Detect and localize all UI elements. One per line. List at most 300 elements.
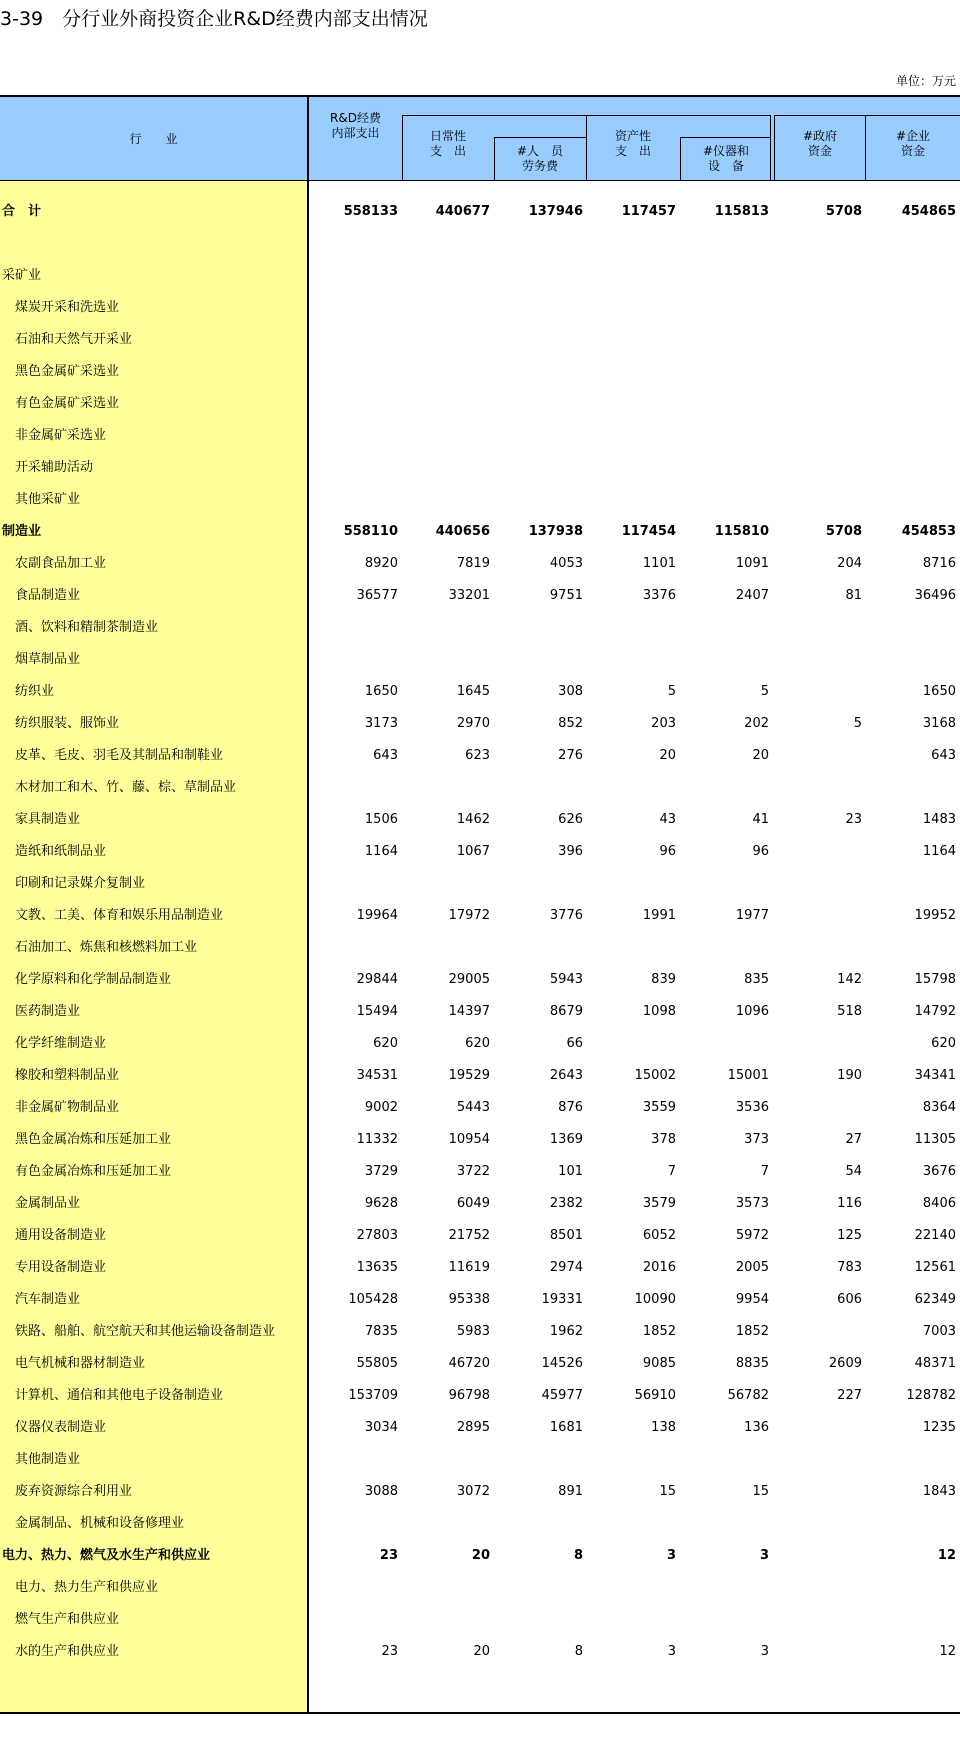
cell-labor: 891 bbox=[558, 1484, 583, 1499]
cell-asset bbox=[596, 452, 676, 484]
table-row bbox=[0, 452, 960, 484]
cell-equipment: 3 bbox=[760, 1644, 769, 1659]
cell-equipment bbox=[689, 1604, 769, 1636]
row-label: 仪器仪表制造业 bbox=[15, 1420, 107, 1435]
cell-gov bbox=[782, 1508, 862, 1540]
cell-enterprise bbox=[876, 260, 956, 292]
cell-rd-total bbox=[318, 868, 398, 900]
cell-enterprise: 3168 bbox=[922, 716, 956, 731]
cell-enterprise: 48371 bbox=[914, 1356, 956, 1371]
cell-gov bbox=[782, 260, 862, 292]
cell-daily: 2970 bbox=[456, 716, 490, 731]
cell-labor: 276 bbox=[558, 748, 583, 763]
row-label: 废弃资源综合利用业 bbox=[15, 1484, 133, 1499]
header-daily: 日常性 支 出 bbox=[429, 129, 466, 158]
cell-equipment bbox=[689, 388, 769, 420]
table-row bbox=[0, 1348, 960, 1380]
cell-labor bbox=[503, 484, 583, 516]
cell-rd-total bbox=[318, 1444, 398, 1476]
header-rule bbox=[680, 137, 770, 138]
cell-rd-total: 558110 bbox=[343, 524, 398, 539]
cell-rd-total: 8920 bbox=[364, 556, 398, 571]
cell-equipment bbox=[689, 612, 769, 644]
table-row bbox=[0, 388, 960, 420]
cell-daily: 46720 bbox=[448, 1356, 490, 1371]
cell-enterprise: 22140 bbox=[914, 1228, 956, 1243]
table-row bbox=[0, 644, 960, 676]
row-label: 皮革、毛皮、羽毛及其制品和制鞋业 bbox=[15, 748, 224, 763]
cell-enterprise: 454853 bbox=[901, 524, 956, 539]
cell-asset: 839 bbox=[651, 972, 676, 987]
table-header bbox=[0, 97, 960, 181]
cell-asset bbox=[596, 388, 676, 420]
cell-gov bbox=[782, 644, 862, 676]
cell-enterprise: 12 bbox=[937, 1548, 956, 1563]
cell-equipment: 2407 bbox=[735, 588, 769, 603]
cell-daily bbox=[410, 324, 490, 356]
cell-rd-total bbox=[318, 324, 398, 356]
cell-enterprise bbox=[876, 356, 956, 388]
cell-gov bbox=[782, 1028, 862, 1060]
cell-daily: 1067 bbox=[456, 844, 490, 859]
cell-labor: 8679 bbox=[549, 1004, 583, 1019]
cell-labor: 5943 bbox=[549, 972, 583, 987]
cell-equipment: 136 bbox=[744, 1420, 769, 1435]
cell-gov bbox=[782, 836, 862, 868]
cell-enterprise: 1843 bbox=[922, 1484, 956, 1499]
cell-daily bbox=[410, 612, 490, 644]
cell-daily bbox=[410, 452, 490, 484]
cell-asset: 1101 bbox=[642, 556, 676, 571]
cell-enterprise: 8364 bbox=[922, 1100, 956, 1115]
cell-labor bbox=[503, 1572, 583, 1604]
table-row bbox=[0, 1284, 960, 1316]
table-row bbox=[0, 420, 960, 452]
cell-rd-total bbox=[318, 644, 398, 676]
cell-enterprise: 1650 bbox=[922, 684, 956, 699]
cell-gov bbox=[782, 676, 862, 708]
row-label: 合 计 bbox=[2, 204, 42, 219]
table-bottom-rule bbox=[0, 1712, 960, 1714]
cell-asset: 3559 bbox=[642, 1100, 676, 1115]
row-label: 制造业 bbox=[2, 524, 42, 539]
table-row bbox=[0, 1572, 960, 1604]
cell-daily bbox=[410, 388, 490, 420]
cell-labor bbox=[503, 1508, 583, 1540]
cell-gov: 518 bbox=[837, 1004, 862, 1019]
cell-enterprise: 620 bbox=[931, 1036, 956, 1051]
cell-gov: 606 bbox=[837, 1292, 862, 1307]
cell-enterprise: 12 bbox=[939, 1644, 956, 1659]
row-label: 印刷和记录媒介复制业 bbox=[15, 876, 146, 891]
cell-rd-total bbox=[318, 1604, 398, 1636]
cell-gov: 190 bbox=[837, 1068, 862, 1083]
cell-gov bbox=[782, 1444, 862, 1476]
cell-rd-total: 29844 bbox=[356, 972, 398, 987]
header-enterprise: #企业 资金 bbox=[895, 129, 931, 158]
table-row bbox=[0, 1316, 960, 1348]
cell-labor: 137946 bbox=[528, 204, 583, 219]
row-label: 文教、工美、体育和娱乐用品制造业 bbox=[15, 908, 224, 923]
cell-rd-total: 1650 bbox=[364, 684, 398, 699]
table-row bbox=[0, 356, 960, 388]
cell-asset bbox=[596, 1572, 676, 1604]
table-row bbox=[0, 900, 960, 932]
cell-equipment: 5972 bbox=[735, 1228, 769, 1243]
table-row bbox=[0, 1220, 960, 1252]
cell-enterprise: 454865 bbox=[901, 204, 956, 219]
cell-rd-total bbox=[318, 1508, 398, 1540]
cell-labor: 8 bbox=[573, 1548, 583, 1563]
row-label: 汽车制造业 bbox=[15, 1292, 81, 1307]
cell-enterprise bbox=[876, 644, 956, 676]
header-rule bbox=[770, 115, 771, 181]
cell-daily: 3072 bbox=[456, 1484, 490, 1499]
cell-equipment: 1852 bbox=[735, 1324, 769, 1339]
table-row bbox=[0, 772, 960, 804]
cell-rd-total: 3088 bbox=[364, 1484, 398, 1499]
cell-labor: 8501 bbox=[549, 1228, 583, 1243]
table-row bbox=[0, 292, 960, 324]
cell-enterprise bbox=[876, 324, 956, 356]
cell-gov bbox=[782, 612, 862, 644]
cell-equipment: 9954 bbox=[735, 1292, 769, 1307]
row-label: 电气机械和器材制造业 bbox=[15, 1356, 146, 1371]
cell-equipment: 7 bbox=[760, 1164, 769, 1179]
cell-asset bbox=[596, 292, 676, 324]
header-rd-total: R&D经费 内部支出 bbox=[330, 111, 381, 140]
table-row bbox=[0, 836, 960, 868]
cell-gov bbox=[782, 932, 862, 964]
row-label: 电力、热力生产和供应业 bbox=[15, 1580, 159, 1595]
row-label: 非金属矿物制品业 bbox=[15, 1100, 120, 1115]
cell-enterprise: 62349 bbox=[914, 1292, 956, 1307]
row-label: 木材加工和木、竹、藤、棕、草制品业 bbox=[15, 780, 237, 795]
cell-daily: 20 bbox=[471, 1548, 490, 1563]
cell-asset: 9085 bbox=[642, 1356, 676, 1371]
cell-labor bbox=[503, 1604, 583, 1636]
cell-rd-total: 1506 bbox=[364, 812, 398, 827]
cell-enterprise bbox=[876, 484, 956, 516]
cell-equipment: 3536 bbox=[735, 1100, 769, 1115]
table-row bbox=[0, 580, 960, 612]
cell-daily: 33201 bbox=[448, 588, 490, 603]
cell-equipment bbox=[689, 868, 769, 900]
table-row bbox=[0, 1156, 960, 1188]
row-label: 有色金属冶炼和压延加工业 bbox=[15, 1164, 172, 1179]
cell-gov bbox=[782, 868, 862, 900]
cell-enterprise: 12561 bbox=[914, 1260, 956, 1275]
cell-rd-total: 11332 bbox=[356, 1132, 398, 1147]
cell-labor: 1962 bbox=[549, 1324, 583, 1339]
cell-gov bbox=[782, 1540, 862, 1572]
cell-daily bbox=[410, 1508, 490, 1540]
header-gov: #政府 资金 bbox=[802, 129, 838, 158]
cell-asset: 5 bbox=[667, 684, 676, 699]
cell-gov bbox=[782, 1316, 862, 1348]
cell-enterprise: 7003 bbox=[922, 1324, 956, 1339]
cell-equipment: 3573 bbox=[735, 1196, 769, 1211]
cell-gov: 204 bbox=[837, 556, 862, 571]
cell-asset: 43 bbox=[659, 812, 676, 827]
table-row bbox=[0, 1028, 960, 1060]
cell-enterprise: 1483 bbox=[922, 812, 956, 827]
cell-daily: 5443 bbox=[456, 1100, 490, 1115]
cell-enterprise: 1235 bbox=[922, 1420, 956, 1435]
cell-equipment bbox=[689, 260, 769, 292]
table-row bbox=[0, 1060, 960, 1092]
cell-equipment: 115813 bbox=[714, 204, 769, 219]
cell-rd-total: 620 bbox=[373, 1036, 398, 1051]
row-label: 金属制品业 bbox=[15, 1196, 81, 1211]
cell-asset: 3579 bbox=[642, 1196, 676, 1211]
cell-asset: 1852 bbox=[642, 1324, 676, 1339]
cell-gov bbox=[782, 1092, 862, 1124]
cell-enterprise: 8716 bbox=[922, 556, 956, 571]
table-row bbox=[0, 1444, 960, 1476]
cell-enterprise bbox=[876, 388, 956, 420]
cell-equipment bbox=[689, 292, 769, 324]
cell-gov bbox=[782, 420, 862, 452]
cell-equipment bbox=[689, 1508, 769, 1540]
cell-daily: 440677 bbox=[435, 204, 490, 219]
cell-gov bbox=[782, 900, 862, 932]
cell-gov: 5 bbox=[853, 716, 862, 731]
header-industry: 行 业 bbox=[129, 131, 178, 146]
cell-asset bbox=[596, 260, 676, 292]
row-label: 水的生产和供应业 bbox=[15, 1644, 120, 1659]
row-label: 铁路、船舶、航空航天和其他运输设备制造业 bbox=[15, 1324, 276, 1339]
cell-gov: 5708 bbox=[825, 524, 862, 539]
cell-equipment: 2005 bbox=[735, 1260, 769, 1275]
header-rule bbox=[586, 115, 587, 181]
cell-equipment: 373 bbox=[744, 1132, 769, 1147]
cell-rd-total: 3173 bbox=[364, 716, 398, 731]
cell-rd-total: 27803 bbox=[356, 1228, 398, 1243]
cell-labor: 45977 bbox=[541, 1388, 583, 1403]
cell-enterprise bbox=[876, 452, 956, 484]
row-label: 酒、饮料和精制茶制造业 bbox=[15, 620, 159, 635]
cell-rd-total: 15494 bbox=[356, 1004, 398, 1019]
cell-labor bbox=[503, 772, 583, 804]
cell-asset bbox=[596, 772, 676, 804]
cell-rd-total: 23 bbox=[379, 1548, 398, 1563]
cell-daily: 96798 bbox=[448, 1388, 490, 1403]
cell-equipment: 1977 bbox=[735, 908, 769, 923]
cell-asset: 6052 bbox=[642, 1228, 676, 1243]
cell-gov bbox=[782, 356, 862, 388]
cell-daily bbox=[410, 420, 490, 452]
cell-gov bbox=[782, 324, 862, 356]
cell-equipment: 3 bbox=[759, 1548, 769, 1563]
cell-asset: 3 bbox=[666, 1548, 676, 1563]
cell-equipment: 56782 bbox=[727, 1388, 769, 1403]
cell-labor bbox=[503, 1444, 583, 1476]
cell-labor: 626 bbox=[558, 812, 583, 827]
cell-asset: 7 bbox=[667, 1164, 676, 1179]
cell-daily: 5983 bbox=[456, 1324, 490, 1339]
table-row bbox=[0, 868, 960, 900]
table-row bbox=[0, 1604, 960, 1636]
cell-labor: 3776 bbox=[549, 908, 583, 923]
cell-equipment: 96 bbox=[752, 844, 769, 859]
cell-asset: 1991 bbox=[642, 908, 676, 923]
cell-daily: 623 bbox=[465, 748, 490, 763]
cell-daily: 19529 bbox=[448, 1068, 490, 1083]
cell-rd-total: 36577 bbox=[356, 588, 398, 603]
table-row bbox=[0, 196, 960, 228]
cell-labor bbox=[503, 452, 583, 484]
row-label: 煤炭开采和洗选业 bbox=[15, 300, 120, 315]
cell-enterprise: 1164 bbox=[922, 844, 956, 859]
table-row bbox=[0, 996, 960, 1028]
row-label: 通用设备制造业 bbox=[15, 1228, 107, 1243]
cell-gov: 5708 bbox=[825, 204, 862, 219]
cell-enterprise bbox=[876, 772, 956, 804]
cell-rd-total bbox=[318, 260, 398, 292]
cell-asset: 96 bbox=[659, 844, 676, 859]
row-label: 其他采矿业 bbox=[15, 492, 81, 507]
cell-gov: 125 bbox=[837, 1228, 862, 1243]
cell-labor: 14526 bbox=[541, 1356, 583, 1371]
cell-daily bbox=[410, 644, 490, 676]
table-row bbox=[0, 964, 960, 996]
cell-rd-total: 7835 bbox=[364, 1324, 398, 1339]
cell-asset: 10090 bbox=[634, 1292, 676, 1307]
cell-labor: 852 bbox=[558, 716, 583, 731]
cell-asset: 56910 bbox=[634, 1388, 676, 1403]
row-label: 黑色金属矿采选业 bbox=[15, 364, 120, 379]
cell-labor: 308 bbox=[558, 684, 583, 699]
cell-rd-total bbox=[318, 356, 398, 388]
cell-labor: 1369 bbox=[549, 1132, 583, 1147]
cell-daily: 1462 bbox=[456, 812, 490, 827]
cell-labor: 2974 bbox=[549, 1260, 583, 1275]
cell-equipment bbox=[689, 452, 769, 484]
cell-equipment: 115810 bbox=[714, 524, 769, 539]
table-row bbox=[0, 1092, 960, 1124]
cell-asset bbox=[596, 932, 676, 964]
cell-enterprise: 34341 bbox=[914, 1068, 956, 1083]
cell-asset: 138 bbox=[651, 1420, 676, 1435]
row-label: 其他制造业 bbox=[15, 1452, 81, 1467]
cell-equipment: 8835 bbox=[735, 1356, 769, 1371]
cell-asset bbox=[596, 1604, 676, 1636]
cell-labor bbox=[503, 612, 583, 644]
cell-daily: 20 bbox=[473, 1644, 490, 1659]
cell-asset bbox=[596, 612, 676, 644]
cell-gov: 142 bbox=[837, 972, 862, 987]
table-row bbox=[0, 1508, 960, 1540]
row-label: 家具制造业 bbox=[15, 812, 81, 827]
cell-rd-total: 19964 bbox=[356, 908, 398, 923]
table-row bbox=[0, 1252, 960, 1284]
cell-asset bbox=[596, 420, 676, 452]
cell-gov: 23 bbox=[845, 812, 862, 827]
cell-equipment bbox=[689, 1444, 769, 1476]
cell-daily: 620 bbox=[465, 1036, 490, 1051]
cell-equipment: 835 bbox=[744, 972, 769, 987]
cell-daily: 21752 bbox=[448, 1228, 490, 1243]
cell-daily: 29005 bbox=[448, 972, 490, 987]
cell-equipment bbox=[689, 644, 769, 676]
cell-enterprise bbox=[876, 612, 956, 644]
row-label: 农副食品加工业 bbox=[15, 556, 107, 571]
cell-equipment bbox=[689, 932, 769, 964]
table-row bbox=[0, 1188, 960, 1220]
cell-asset: 2016 bbox=[642, 1260, 676, 1275]
table-row bbox=[0, 932, 960, 964]
cell-gov bbox=[782, 772, 862, 804]
cell-equipment bbox=[689, 1572, 769, 1604]
table-row bbox=[0, 484, 960, 516]
cell-labor bbox=[503, 644, 583, 676]
header-rule bbox=[680, 137, 681, 181]
header-rule bbox=[774, 115, 960, 116]
cell-labor bbox=[503, 292, 583, 324]
table-row bbox=[0, 260, 960, 292]
table-row bbox=[0, 740, 960, 772]
table-row bbox=[0, 548, 960, 580]
table-row bbox=[0, 708, 960, 740]
row-label: 非金属矿采选业 bbox=[15, 428, 107, 443]
cell-rd-total bbox=[318, 388, 398, 420]
cell-enterprise bbox=[876, 420, 956, 452]
cell-asset: 15002 bbox=[634, 1068, 676, 1083]
cell-labor bbox=[503, 260, 583, 292]
cell-daily bbox=[410, 868, 490, 900]
cell-enterprise bbox=[876, 292, 956, 324]
cell-enterprise: 14792 bbox=[914, 1004, 956, 1019]
cell-enterprise bbox=[876, 1572, 956, 1604]
cell-gov bbox=[782, 1636, 862, 1668]
row-label: 石油加工、炼焦和核燃料加工业 bbox=[15, 940, 198, 955]
cell-enterprise: 11305 bbox=[914, 1132, 956, 1147]
cell-daily: 14397 bbox=[448, 1004, 490, 1019]
cell-enterprise: 643 bbox=[931, 748, 956, 763]
cell-gov bbox=[782, 292, 862, 324]
cell-equipment: 202 bbox=[744, 716, 769, 731]
cell-gov bbox=[782, 740, 862, 772]
page-title: 3-39 分行业外商投资企业R&D经费内部支出情况 bbox=[0, 8, 428, 30]
table-row bbox=[0, 612, 960, 644]
cell-daily bbox=[410, 356, 490, 388]
cell-asset bbox=[596, 644, 676, 676]
cell-rd-total: 1164 bbox=[364, 844, 398, 859]
cell-daily bbox=[410, 1444, 490, 1476]
cell-enterprise: 15798 bbox=[914, 972, 956, 987]
cell-enterprise: 36496 bbox=[914, 588, 956, 603]
row-label: 采矿业 bbox=[2, 268, 42, 283]
header-rule bbox=[494, 137, 586, 138]
cell-daily bbox=[410, 1604, 490, 1636]
cell-labor: 2643 bbox=[549, 1068, 583, 1083]
cell-daily: 95338 bbox=[448, 1292, 490, 1307]
cell-labor bbox=[503, 388, 583, 420]
cell-rd-total: 9002 bbox=[364, 1100, 398, 1115]
cell-asset bbox=[596, 484, 676, 516]
cell-rd-total bbox=[318, 1572, 398, 1604]
cell-daily bbox=[410, 292, 490, 324]
cell-enterprise: 8406 bbox=[922, 1196, 956, 1211]
cell-equipment: 1091 bbox=[735, 556, 769, 571]
cell-labor bbox=[503, 420, 583, 452]
cell-asset: 117457 bbox=[621, 204, 676, 219]
cell-equipment: 15001 bbox=[727, 1068, 769, 1083]
cell-asset: 117454 bbox=[621, 524, 676, 539]
cell-daily bbox=[410, 260, 490, 292]
cell-rd-total bbox=[318, 772, 398, 804]
